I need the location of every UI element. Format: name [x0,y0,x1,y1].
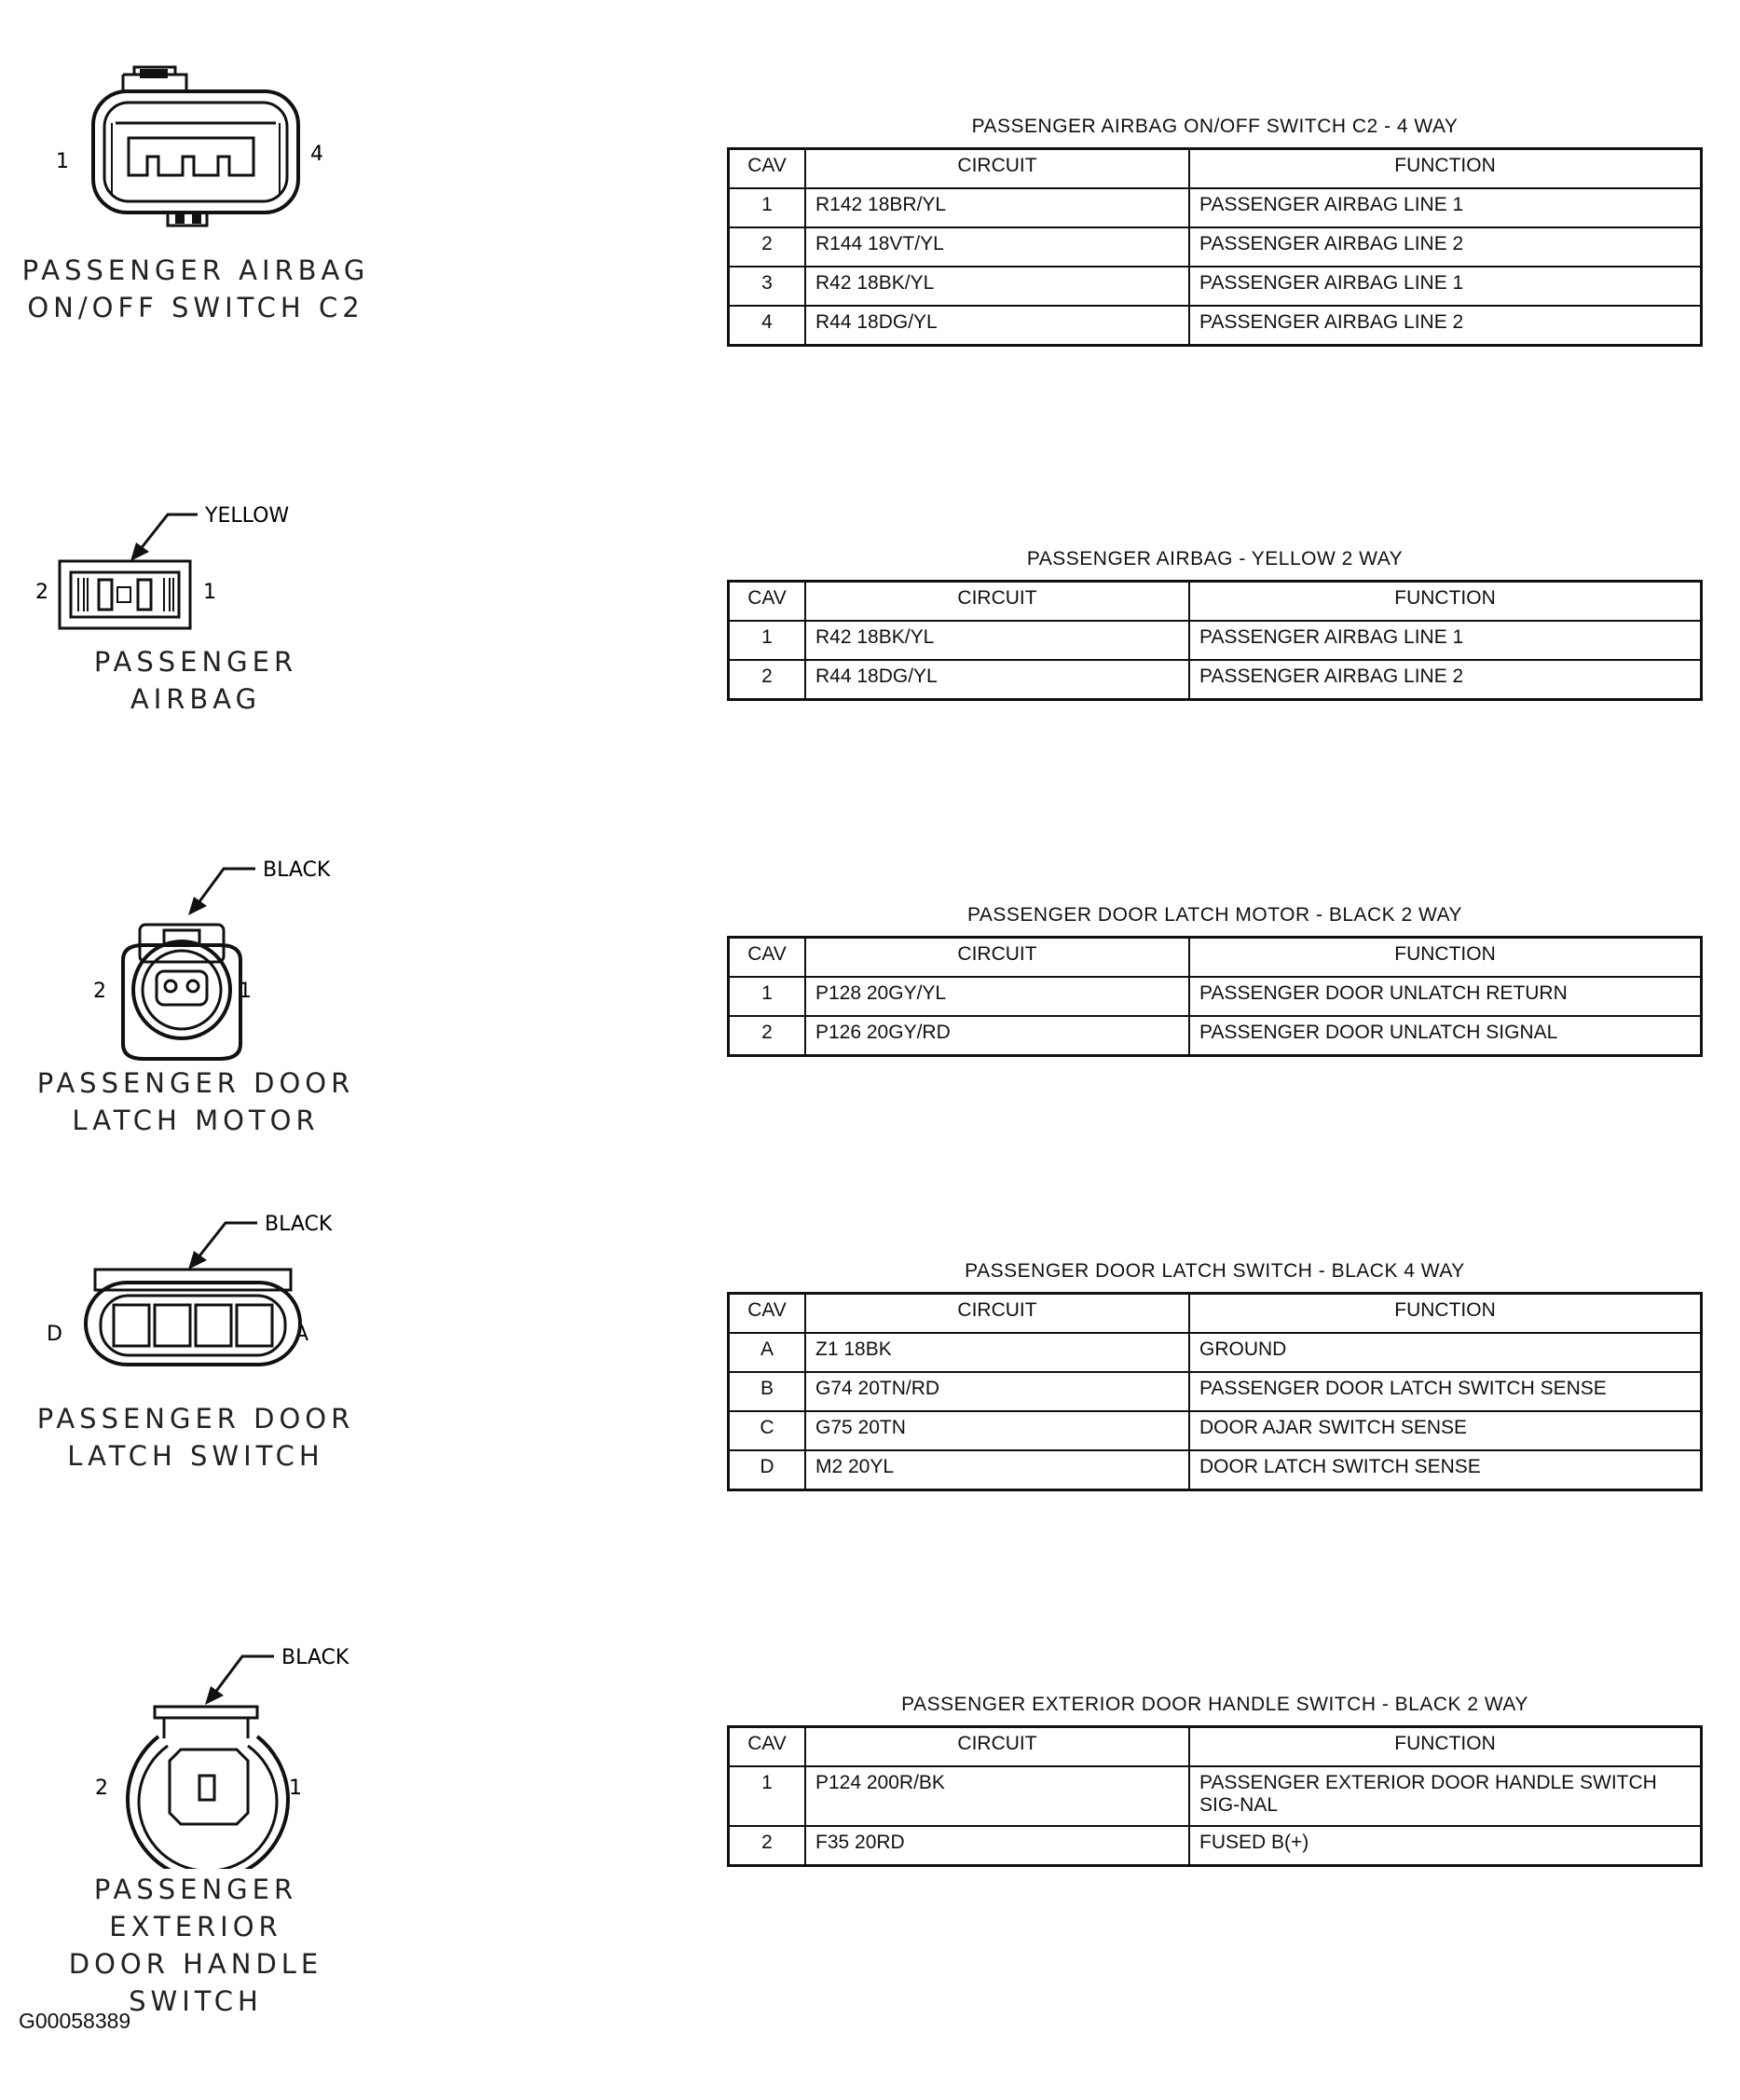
cell-function: DOOR AJAR SWITCH SENSE [1189,1411,1702,1450]
pinout-table-block [727,1260,1703,1491]
connector-title [19,1400,373,1475]
table-title: PASSENGER AIRBAG - YELLOW 2 WAY [1026,548,1404,570]
table-row [729,227,1702,267]
cell-function: PASSENGER EXTERIOR DOOR HANDLE SWITCH SIG-NAL [1189,1766,1702,1826]
cell-circuit: R44 18DG/YL [805,660,1189,700]
connector-title-line: AIRBAG [130,683,262,715]
cell-cav: 1 [729,621,806,660]
connector-title-line: ON/OFF SWITCH C2 [27,292,364,323]
table-row [729,1333,1702,1372]
cell-circuit: G74 20TN/RD [805,1372,1189,1411]
connector-title-line: LATCH MOTOR [72,1105,320,1136]
connector-4way-icon [19,56,373,242]
pin-label-left: D [47,1323,62,1346]
cell-cav: D [729,1450,806,1490]
connector-title [19,643,373,718]
pin-label-right: 1 [203,581,216,604]
connector-color-label: BLACK [281,1646,349,1669]
table-header-row [729,1727,1702,1767]
connector-4way-oval-icon [19,1202,373,1370]
connector-color-label: BLACK [263,858,331,882]
cell-cav: 1 [729,977,806,1016]
connector-door-latch-motor [19,848,373,1136]
table-row [729,1450,1702,1490]
cell-function: DOOR LATCH SWITCH SENSE [1189,1450,1702,1490]
cell-circuit: P126 20GY/RD [805,1016,1189,1056]
cell-function: GROUND [1189,1333,1702,1372]
connector-airbag-switch-c2 [19,56,373,323]
cell-circuit: M2 20YL [805,1450,1189,1490]
cell-circuit: Z1 18BK [805,1333,1189,1372]
table-title: PASSENGER DOOR LATCH MOTOR - BLACK 2 WAY [966,904,1463,926]
pinout-table-block [727,1694,1703,1867]
header-function: FUNCTION [1189,938,1702,978]
pinout-table [727,580,1703,701]
cell-function: PASSENGER AIRBAG LINE 2 [1189,660,1702,700]
cell-cav: C [729,1411,806,1450]
cell-circuit: R42 18BK/YL [805,621,1189,660]
cell-cav: 3 [729,267,806,306]
cell-function: PASSENGER AIRBAG LINE 1 [1189,621,1702,660]
connector-title [19,1064,373,1139]
header-circuit: CIRCUIT [805,582,1189,622]
table-header-row [729,149,1702,189]
cell-cav: B [729,1372,806,1411]
connector-title-line: LATCH SWITCH [67,1440,324,1472]
pin-label-left: 2 [93,980,106,1003]
pinout-table [727,1725,1703,1867]
table-title: PASSENGER AIRBAG ON/OFF SWITCH C2 - 4 WAY [971,116,1459,137]
cell-circuit: R142 18BR/YL [805,188,1189,227]
header-circuit: CIRCUIT [805,1294,1189,1334]
cell-cav: 1 [729,1766,806,1826]
connector-airbag [19,494,373,715]
connector-color-label: BLACK [265,1213,333,1236]
table-header-row [729,938,1702,978]
connector-round-2way-icon [19,848,373,1063]
header-cav: CAV [729,582,806,622]
table-header-row [729,582,1702,622]
table-row [729,306,1702,346]
cell-function: PASSENGER DOOR LATCH SWITCH SENSE [1189,1372,1702,1411]
connector-title [19,252,373,326]
header-function: FUNCTION [1189,149,1702,189]
pin-label-left: 2 [95,1777,108,1800]
table-row [729,977,1702,1016]
cell-circuit: F35 20RD [805,1826,1189,1866]
header-function: FUNCTION [1189,582,1702,622]
cell-function: FUSED B(+) [1189,1826,1702,1866]
cell-circuit: P124 200R/BK [805,1766,1189,1826]
connector-title-line: SWITCH [129,1985,263,2017]
pinout-table-block [727,904,1703,1057]
table-row [729,1766,1702,1826]
pin-label-right: A [295,1323,309,1346]
table-row [729,1411,1702,1450]
cell-cav: A [729,1333,806,1372]
cell-cav: 1 [729,188,806,227]
header-cav: CAV [729,149,806,189]
cell-circuit: R144 18VT/YL [805,227,1189,267]
connector-round-2way-icon [19,1636,373,1869]
pin-label-right: 1 [239,980,252,1003]
connector-title-line: DOOR HANDLE [68,1948,323,1980]
header-cav: CAV [729,1727,806,1767]
pin-label-right: 1 [289,1777,302,1800]
pinout-table [727,936,1703,1057]
cell-circuit: G75 20TN [805,1411,1189,1450]
cell-cav: 2 [729,1826,806,1866]
cell-circuit: R42 18BK/YL [805,267,1189,306]
table-row [729,621,1702,660]
cell-cav: 2 [729,1016,806,1056]
header-circuit: CIRCUIT [805,1727,1189,1767]
pinout-table [727,147,1703,347]
cell-function: PASSENGER AIRBAG LINE 1 [1189,188,1702,227]
cell-circuit: P128 20GY/YL [805,977,1189,1016]
connector-2way-icon [19,494,373,634]
connector-title [19,1871,373,2020]
table-row [729,1826,1702,1866]
table-row [729,1372,1702,1411]
table-title: PASSENGER EXTERIOR DOOR HANDLE SWITCH - BLACK 2 WAY [901,1694,1528,1715]
cell-function: PASSENGER AIRBAG LINE 2 [1189,227,1702,267]
table-row [729,188,1702,227]
header-function: FUNCTION [1189,1727,1702,1767]
pin-label-right: 4 [310,143,323,166]
header-circuit: CIRCUIT [805,149,1189,189]
header-circuit: CIRCUIT [805,938,1189,978]
connector-title-line: PASSENGER DOOR [36,1067,355,1099]
cell-function: PASSENGER DOOR UNLATCH SIGNAL [1189,1016,1702,1056]
connector-exterior-door-handle [19,1636,373,2017]
cell-function: PASSENGER DOOR UNLATCH RETURN [1189,977,1702,1016]
connector-color-label: YELLOW [205,504,290,528]
pinout-table-block [727,116,1703,347]
figure-id: G00058389 [19,2009,131,2033]
cell-function: PASSENGER AIRBAG LINE 2 [1189,306,1702,346]
connector-title-line: PASSENGER [93,646,298,678]
cell-cav: 2 [729,660,806,700]
table-header-row [729,1294,1702,1334]
cell-function: PASSENGER AIRBAG LINE 1 [1189,267,1702,306]
connector-door-latch-switch [19,1202,373,1472]
table-title: PASSENGER DOOR LATCH SWITCH - BLACK 4 WAY [965,1260,1465,1282]
header-function: FUNCTION [1189,1294,1702,1334]
pin-label-left: 1 [56,150,69,173]
table-row [729,1016,1702,1056]
table-row [729,267,1702,306]
pin-label-left: 2 [35,581,48,604]
connector-title-line: PASSENGER AIRBAG [21,254,370,286]
table-row [729,660,1702,700]
header-cav: CAV [729,938,806,978]
cell-cav: 2 [729,227,806,267]
cell-circuit: R44 18DG/YL [805,306,1189,346]
connector-title-line: PASSENGER DOOR [36,1403,355,1434]
pinout-table-block [727,548,1703,701]
pinout-table [727,1292,1703,1491]
connector-title-line: PASSENGER EXTERIOR [93,1874,298,1942]
header-cav: CAV [729,1294,806,1334]
cell-cav: 4 [729,306,806,346]
